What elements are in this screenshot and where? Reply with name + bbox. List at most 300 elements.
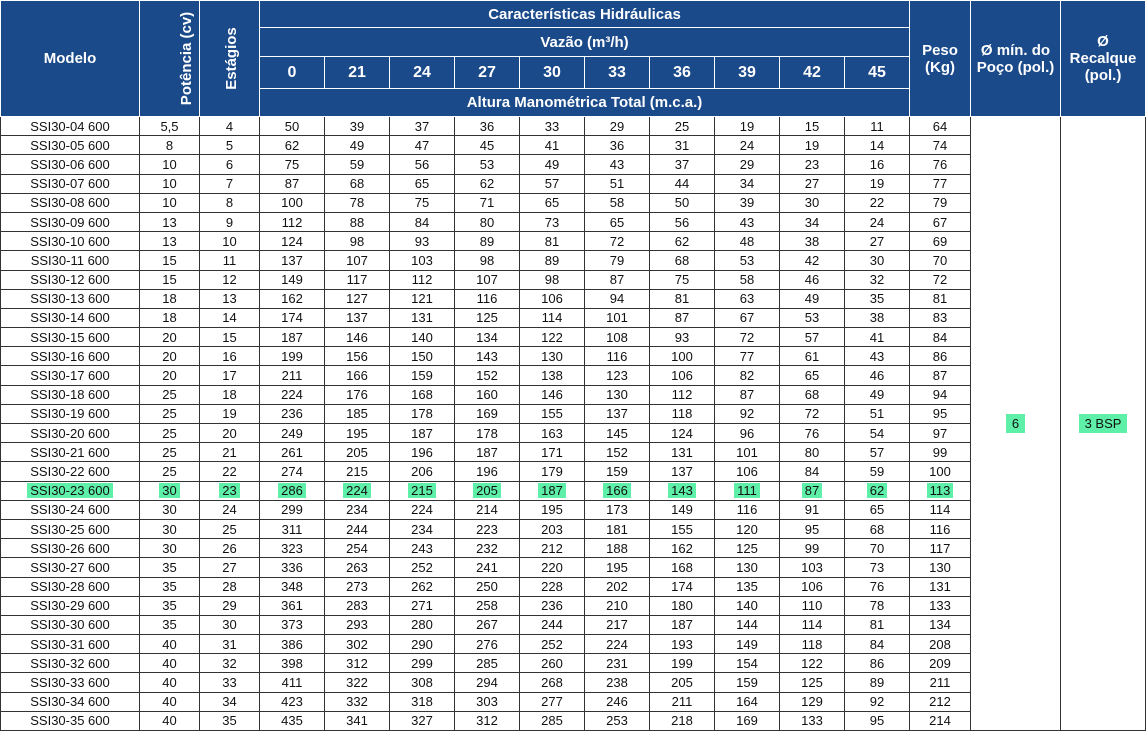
cell-estagios-value: 8	[225, 195, 234, 211]
cell-estagios-value: 35	[222, 713, 237, 729]
cell-head-value: 101	[736, 444, 758, 460]
cell-potencia	[140, 328, 200, 347]
cell-modelo	[1, 462, 140, 481]
cell-head	[780, 251, 845, 270]
cell-potencia-value: 18	[162, 291, 177, 307]
cell-head	[390, 615, 455, 634]
cell-head-value: 98	[544, 272, 560, 288]
cell-head	[780, 519, 845, 538]
cell-head-value: 112	[411, 272, 433, 288]
cell-head-value: 274	[281, 463, 303, 479]
cell-head-value: 318	[411, 694, 433, 710]
cell-head	[715, 673, 780, 692]
cell-potencia-value: 40	[162, 655, 177, 671]
cell-head-value: 37	[674, 156, 690, 172]
cell-head	[325, 635, 390, 654]
cell-head	[520, 654, 585, 673]
cell-head	[780, 385, 845, 404]
cell-head	[520, 577, 585, 596]
cell-head	[390, 366, 455, 385]
cell-head	[585, 577, 650, 596]
cell-head-value: 166	[603, 483, 631, 498]
cell-head	[845, 270, 910, 289]
cell-head	[455, 347, 520, 366]
cell-estagios-value: 4	[225, 118, 234, 134]
cell-head	[325, 462, 390, 481]
cell-head-value: 93	[414, 233, 430, 249]
cell-head-value: 87	[284, 176, 300, 192]
cell-head-value: 30	[804, 195, 820, 211]
cell-head-value: 72	[804, 406, 820, 422]
cell-head-value: 195	[541, 502, 563, 518]
cell-head-value: 87	[802, 483, 822, 498]
cell-head-value: 56	[414, 156, 430, 172]
cell-head-value: 252	[541, 636, 563, 652]
cell-head	[845, 462, 910, 481]
cell-recalque-merged	[1061, 117, 1146, 731]
cell-head	[780, 654, 845, 673]
cell-head-value: 146	[346, 329, 368, 345]
cell-head	[845, 212, 910, 231]
cell-head	[715, 635, 780, 654]
cell-head	[455, 481, 520, 500]
cell-peso	[910, 462, 971, 481]
cell-potencia	[140, 232, 200, 251]
cell-potencia-value: 40	[162, 675, 177, 691]
cell-head	[520, 155, 585, 174]
cell-head	[715, 481, 780, 500]
cell-head	[390, 596, 455, 615]
cell-head	[845, 615, 910, 634]
cell-head	[455, 558, 520, 577]
cell-head-value: 231	[606, 655, 628, 671]
cell-head	[845, 289, 910, 308]
cell-head-value: 210	[606, 598, 628, 614]
cell-modelo	[1, 193, 140, 212]
cell-head-value: 57	[544, 176, 560, 192]
cell-head-value: 137	[281, 252, 303, 268]
cell-head	[780, 366, 845, 385]
cell-head	[780, 404, 845, 423]
cell-head-value: 299	[411, 655, 433, 671]
cell-head-value: 130	[541, 348, 563, 364]
cell-head	[390, 404, 455, 423]
cell-head	[520, 596, 585, 615]
cell-peso-value: 130	[929, 559, 951, 575]
cell-head	[520, 692, 585, 711]
cell-peso	[910, 424, 971, 443]
cell-potencia-value: 20	[162, 368, 177, 384]
cell-head-value: 152	[476, 368, 498, 384]
cell-potencia	[140, 481, 200, 500]
cell-estagios	[200, 289, 260, 308]
cell-modelo-value: SSI30-32 600	[30, 655, 110, 671]
header-flow-9: 45	[845, 57, 910, 89]
cell-head	[520, 328, 585, 347]
cell-head	[390, 462, 455, 481]
cell-estagios-value: 24	[222, 502, 237, 518]
cell-head	[455, 596, 520, 615]
cell-potencia	[140, 347, 200, 366]
cell-potencia	[140, 558, 200, 577]
cell-modelo	[1, 615, 140, 634]
cell-head	[780, 117, 845, 136]
cell-estagios-value: 29	[222, 598, 237, 614]
cell-head-value: 103	[411, 252, 433, 268]
cell-head-value: 44	[674, 176, 690, 192]
cell-head-value: 174	[281, 310, 303, 326]
cell-head	[455, 615, 520, 634]
cell-peso-value: 94	[932, 387, 948, 403]
cell-head-value: 56	[674, 214, 690, 230]
cell-head	[455, 500, 520, 519]
cell-peso-value: 72	[932, 272, 948, 288]
cell-potencia-value: 25	[162, 463, 177, 479]
cell-head	[520, 270, 585, 289]
cell-head-value: 249	[281, 425, 303, 441]
cell-head	[650, 481, 715, 500]
cell-head	[455, 193, 520, 212]
cell-head-value: 164	[736, 694, 758, 710]
cell-modelo	[1, 500, 140, 519]
cell-head	[715, 232, 780, 251]
cell-peso-value: 95	[932, 406, 948, 422]
cell-head-value: 82	[739, 368, 755, 384]
cell-head-value: 234	[411, 521, 433, 537]
cell-head	[845, 251, 910, 270]
cell-head	[780, 347, 845, 366]
cell-head-value: 166	[346, 368, 368, 384]
cell-head	[325, 174, 390, 193]
cell-head-value: 100	[671, 348, 693, 364]
cell-potencia-value: 35	[162, 617, 177, 633]
cell-head-value: 120	[736, 521, 758, 537]
cell-head	[585, 136, 650, 155]
cell-modelo-value: SSI30-21 600	[30, 444, 110, 460]
cell-estagios-value: 6	[225, 156, 234, 172]
cell-head	[455, 539, 520, 558]
cell-potencia-value: 10	[162, 195, 177, 211]
cell-head-value: 361	[281, 598, 303, 614]
cell-head-value: 327	[411, 713, 433, 729]
cell-head-value: 43	[869, 348, 885, 364]
cell-head-value: 118	[671, 406, 693, 422]
cell-head-value: 107	[476, 272, 498, 288]
cell-estagios-value: 26	[222, 540, 237, 556]
header-poco-line1: Ø mín. do	[980, 41, 1051, 59]
cell-head-value: 214	[476, 502, 498, 518]
cell-head-value: 285	[541, 713, 563, 729]
cell-head	[520, 136, 585, 155]
cell-potencia-value: 15	[162, 252, 177, 268]
cell-head-value: 32	[869, 272, 885, 288]
header-flow-3: 27	[455, 57, 520, 89]
cell-head-value: 79	[609, 252, 625, 268]
cell-head	[455, 366, 520, 385]
cell-estagios-value: 27	[222, 559, 237, 575]
cell-head	[390, 385, 455, 404]
cell-head-value: 260	[541, 655, 563, 671]
cell-potencia	[140, 366, 200, 385]
cell-potencia-value: 35	[162, 598, 177, 614]
cell-head	[585, 232, 650, 251]
cell-head-value: 205	[346, 444, 368, 460]
cell-head	[520, 385, 585, 404]
cell-head	[845, 558, 910, 577]
cell-peso-value: 67	[932, 214, 948, 230]
cell-head	[390, 347, 455, 366]
cell-head-value: 143	[668, 483, 696, 498]
cell-head	[455, 692, 520, 711]
cell-head	[845, 635, 910, 654]
cell-head	[390, 481, 455, 500]
cell-head	[585, 481, 650, 500]
cell-head-value: 271	[411, 598, 433, 614]
cell-head-value: 95	[869, 713, 885, 729]
cell-head-value: 75	[284, 156, 300, 172]
cell-head-value: 130	[606, 387, 628, 403]
cell-head-value: 30	[869, 252, 885, 268]
cell-head-value: 252	[411, 559, 433, 575]
cell-head-value: 212	[541, 540, 563, 556]
cell-peso-value: 87	[932, 368, 948, 384]
cell-potencia	[140, 308, 200, 327]
cell-head-value: 243	[411, 540, 433, 556]
cell-head	[585, 654, 650, 673]
cell-head-value: 262	[411, 579, 433, 595]
cell-head-value: 87	[739, 387, 755, 403]
cell-head	[260, 328, 325, 347]
cell-head-value: 27	[869, 233, 885, 249]
cell-peso-value: 76	[932, 156, 948, 172]
cell-head-value: 273	[346, 579, 368, 595]
table-body	[1, 117, 1146, 731]
cell-head-value: 149	[281, 272, 303, 288]
cell-potencia	[140, 500, 200, 519]
cell-head	[260, 404, 325, 423]
cell-peso-value: 81	[932, 291, 948, 307]
cell-head-value: 19	[804, 137, 820, 153]
cell-modelo	[1, 136, 140, 155]
cell-head	[325, 558, 390, 577]
cell-head-value: 423	[281, 694, 303, 710]
table-header	[1, 1, 1146, 117]
cell-modelo	[1, 404, 140, 423]
cell-head	[325, 232, 390, 251]
cell-head-value: 308	[411, 675, 433, 691]
cell-head	[260, 424, 325, 443]
cell-peso	[910, 251, 971, 270]
cell-head	[325, 155, 390, 174]
cell-head-value: 348	[281, 579, 303, 595]
cell-head-value: 277	[541, 694, 563, 710]
cell-head-value: 106	[736, 463, 758, 479]
cell-head-value: 244	[541, 617, 563, 633]
cell-head-value: 181	[606, 521, 628, 537]
cell-peso	[910, 308, 971, 327]
cell-head	[715, 711, 780, 730]
cell-head-value: 127	[346, 291, 368, 307]
cell-head	[780, 193, 845, 212]
cell-head-value: 39	[739, 195, 755, 211]
cell-head-value: 125	[801, 675, 823, 691]
cell-head-value: 112	[671, 387, 693, 403]
cell-potencia	[140, 443, 200, 462]
cell-peso-value: 100	[929, 463, 951, 479]
cell-estagios	[200, 615, 260, 634]
cell-peso-value: 70	[932, 252, 948, 268]
cell-head	[845, 500, 910, 519]
header-recalque	[1061, 1, 1146, 117]
cell-head	[715, 577, 780, 596]
cell-peso-value: 77	[932, 176, 948, 192]
cell-estagios-value: 32	[222, 655, 237, 671]
cell-head	[455, 328, 520, 347]
cell-head-value: 211	[671, 694, 693, 710]
cell-head	[455, 711, 520, 730]
cell-modelo-value: SSI30-23 600	[27, 483, 113, 498]
cell-head	[780, 481, 845, 500]
cell-head	[715, 136, 780, 155]
cell-modelo	[1, 558, 140, 577]
header-caracteristicas: Características Hidráulicas	[260, 1, 910, 28]
cell-potencia	[140, 117, 200, 136]
cell-modelo-value: SSI30-05 600	[30, 137, 110, 153]
cell-peso-value: 209	[929, 655, 951, 671]
cell-head-value: 254	[346, 540, 368, 556]
cell-head-value: 137	[671, 463, 693, 479]
cell-head	[455, 270, 520, 289]
cell-modelo-value: SSI30-34 600	[30, 694, 110, 710]
cell-peso	[910, 289, 971, 308]
cell-head	[585, 366, 650, 385]
cell-head-value: 87	[609, 272, 625, 288]
cell-head-value: 150	[411, 348, 433, 364]
cell-head	[455, 519, 520, 538]
cell-head-value: 34	[739, 176, 755, 192]
cell-estagios	[200, 155, 260, 174]
cell-head	[455, 424, 520, 443]
cell-modelo	[1, 232, 140, 251]
cell-estagios	[200, 251, 260, 270]
cell-head	[325, 519, 390, 538]
cell-head	[650, 251, 715, 270]
cell-estagios	[200, 635, 260, 654]
cell-head	[455, 174, 520, 193]
cell-estagios	[200, 654, 260, 673]
cell-head-value: 217	[606, 617, 628, 633]
cell-head	[390, 711, 455, 730]
cell-head	[455, 635, 520, 654]
cell-head-value: 152	[606, 444, 628, 460]
cell-estagios	[200, 692, 260, 711]
cell-head	[260, 270, 325, 289]
cell-head	[520, 443, 585, 462]
cell-head-value: 253	[606, 713, 628, 729]
cell-potencia	[140, 711, 200, 730]
cell-head	[260, 347, 325, 366]
cell-head	[650, 328, 715, 347]
cell-head-value: 75	[674, 272, 690, 288]
cell-head-value: 38	[804, 233, 820, 249]
cell-head	[780, 155, 845, 174]
cell-head	[650, 615, 715, 634]
cell-head	[780, 692, 845, 711]
cell-head	[520, 308, 585, 327]
cell-estagios-value: 11	[222, 252, 237, 268]
cell-head	[520, 462, 585, 481]
cell-head-value: 116	[476, 291, 498, 307]
cell-head	[715, 347, 780, 366]
cell-head-value: 80	[804, 444, 820, 460]
header-recalque-line1: Ø	[1097, 33, 1109, 50]
cell-head	[260, 692, 325, 711]
cell-head-value: 196	[476, 463, 498, 479]
cell-head	[390, 673, 455, 692]
cell-head	[650, 539, 715, 558]
cell-potencia	[140, 251, 200, 270]
cell-potencia	[140, 193, 200, 212]
header-recalque-line3: (pol.)	[1084, 67, 1122, 84]
cell-head	[780, 308, 845, 327]
cell-head	[780, 289, 845, 308]
cell-potencia-value: 25	[162, 387, 177, 403]
cell-head-value: 63	[739, 291, 755, 307]
cell-head	[650, 692, 715, 711]
cell-modelo-value: SSI30-27 600	[30, 559, 110, 575]
cell-potencia-value: 10	[162, 176, 177, 192]
cell-head-value: 323	[281, 540, 303, 556]
cell-head-value: 283	[346, 598, 368, 614]
cell-head-value: 224	[281, 387, 303, 403]
cell-potencia-value: 13	[162, 233, 177, 249]
cell-potencia-value: 25	[162, 406, 177, 422]
cell-head-value: 76	[869, 579, 885, 595]
cell-head	[455, 232, 520, 251]
cell-head-value: 285	[476, 655, 498, 671]
cell-estagios	[200, 136, 260, 155]
cell-estagios	[200, 577, 260, 596]
cell-head-value: 65	[414, 176, 430, 192]
cell-head	[845, 117, 910, 136]
cell-head-value: 106	[671, 368, 693, 384]
cell-head	[780, 462, 845, 481]
cell-peso	[910, 519, 971, 538]
cell-peso-value: 214	[929, 713, 951, 729]
header-peso	[910, 1, 971, 117]
cell-head-value: 173	[606, 502, 628, 518]
cell-head	[715, 443, 780, 462]
cell-head	[845, 136, 910, 155]
cell-head-value: 258	[476, 598, 498, 614]
cell-head-value: 159	[411, 368, 433, 384]
cell-head-value: 29	[609, 118, 625, 134]
cell-head-value: 137	[346, 310, 368, 326]
cell-head	[650, 635, 715, 654]
cell-modelo-value: SSI30-04 600	[30, 118, 110, 134]
cell-head-value: 67	[739, 310, 755, 326]
cell-head	[845, 481, 910, 500]
cell-head	[260, 596, 325, 615]
cell-peso	[910, 232, 971, 251]
cell-head	[325, 385, 390, 404]
cell-head-value: 25	[674, 118, 690, 134]
cell-head-value: 61	[804, 348, 820, 364]
cell-head	[585, 270, 650, 289]
cell-head	[520, 519, 585, 538]
cell-head	[650, 654, 715, 673]
header-peso-line2: (Kg)	[925, 58, 956, 76]
